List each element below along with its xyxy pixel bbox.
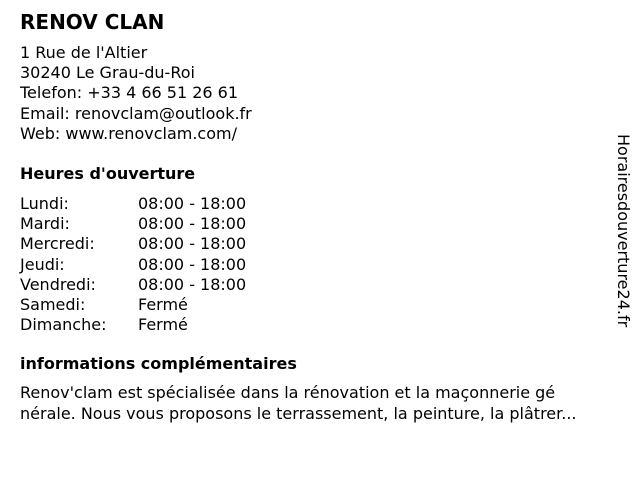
day-hours: 08:00 - 18:00	[138, 214, 247, 234]
phone-number[interactable]: Telefon: +33 4 66 51 26 61	[20, 83, 239, 103]
opening-hours-heading: Heures d'ouverture	[20, 164, 196, 183]
business-name: RENOV CLAN	[20, 10, 165, 34]
day-hours: Fermé	[138, 315, 188, 335]
business-description	[20, 383, 630, 424]
hours-row-mardi	[20, 214, 280, 234]
hours-row-vendredi	[20, 275, 280, 295]
day-hours: 08:00 - 18:00	[138, 194, 247, 213]
additional-info-heading: informations complémentaires	[20, 354, 297, 373]
day-label: Lundi:	[20, 194, 69, 213]
day-hours: 08:00 - 18:00	[138, 234, 247, 254]
description-line-1: Renov'clam est spécialisée dans la rénovation et la maçonnerie gé	[20, 383, 556, 402]
day-label: Mercredi:	[20, 234, 95, 254]
contact-block	[20, 43, 252, 144]
site-watermark: Horairesdouverture24.fr	[614, 134, 633, 328]
address-street: 1 Rue de l'Altier	[20, 43, 148, 62]
website-link[interactable]: Web: www.renovclam.com/	[20, 123, 237, 143]
hours-row-lundi	[20, 194, 280, 214]
day-label: Vendredi:	[20, 274, 96, 294]
day-hours: 08:00 - 18:00	[138, 254, 247, 274]
hours-row-jeudi	[20, 255, 280, 275]
day-hours: 08:00 - 18:00	[138, 274, 247, 294]
email-address[interactable]: Email: renovclam@outlook.fr	[20, 103, 252, 123]
opening-hours-table	[20, 194, 280, 335]
description-line-2: nérale. Nous vous proposons le terrassement, la peinture, la plâtrer...	[20, 403, 577, 423]
hours-row-dimanche	[20, 315, 280, 335]
address-city: 30240 Le Grau-du-Roi	[20, 63, 195, 83]
hours-row-samedi	[20, 295, 280, 315]
day-label: Jeudi:	[20, 254, 65, 274]
hours-row-mercredi	[20, 234, 280, 254]
day-hours: Fermé	[138, 294, 188, 314]
day-label: Mardi:	[20, 214, 70, 234]
day-label: Dimanche:	[20, 315, 107, 335]
day-label: Samedi:	[20, 294, 86, 314]
